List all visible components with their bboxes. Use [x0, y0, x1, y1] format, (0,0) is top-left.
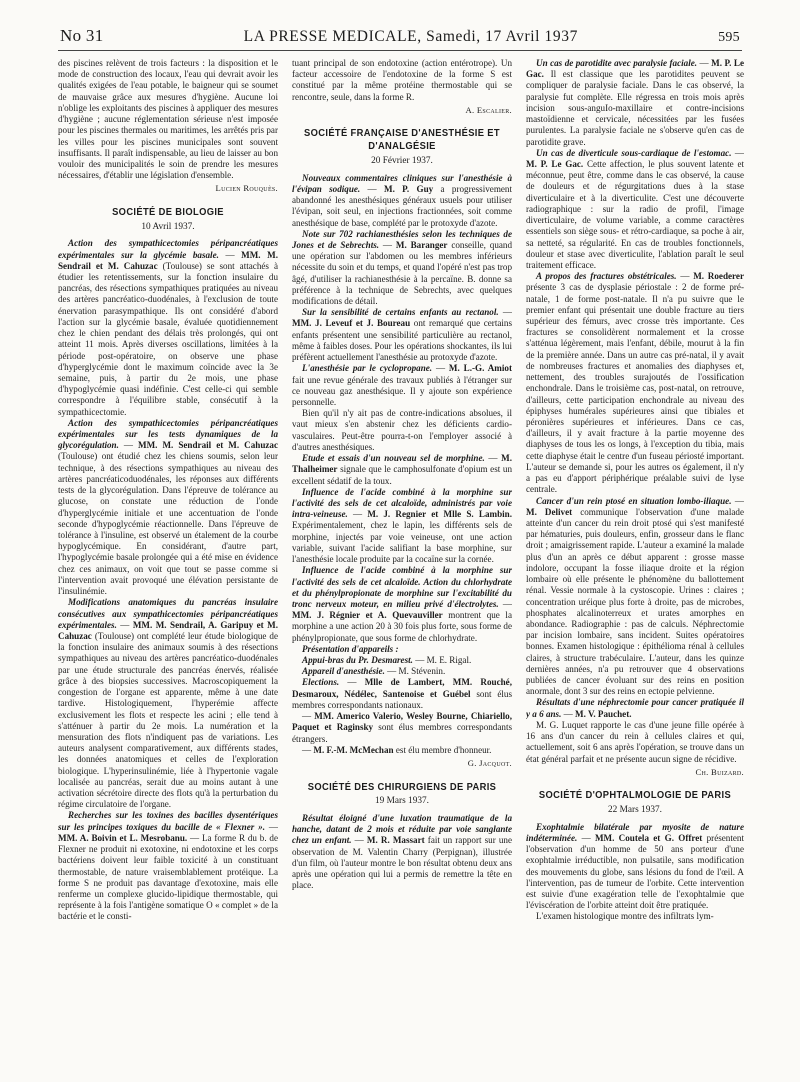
- section-date: 22 Mars 1937.: [608, 805, 662, 816]
- abstract-authors: M. P. Le Gac.: [526, 58, 744, 80]
- abstract-text: ont remarqué que certains enfants présentent une sensibilité particulière au rectanol, même à faibles doses. Pour les opérations shockantes, ils lui préfèrent actuellement l'anesthésie au protoxyde d'azote.: [292, 318, 512, 363]
- presentations-label: Présentation d'appareils :: [302, 643, 399, 654]
- abstract: Influence de l'acide combiné à la morphine sur l'activité des sels de cet alcaloïde, administrés par voie intra-veineuse. — M. J. Regnier et Mlle S. Lambin. Expérimentalement, chez le lapin, les différents sels de morphine, injectés par voie veineuse, ont une action variable, suivant l'acide salifiant la base morphine, sur l'anesthésie locale produite par la cocaïne sur la cornée.: [292, 486, 512, 565]
- elections-text: est élu membre d'honneur.: [395, 744, 492, 755]
- abstract-authors: M. Roederer: [693, 271, 744, 282]
- abstract: Résultat éloigné d'une luxation traumatique de la hanche, datant de 2 mois et réduite par voie sanglante chez un enfant. — M. R. Massart fait un rapport sur une observation de M. Valentin Charry (Perpignan), illustrée d'un film, où l'auteur montre le bon résultat obtenu deux ans après une opération qui lui a permis de remettre la tête en place.: [292, 812, 512, 891]
- header-rule: [58, 50, 742, 51]
- abstract-text: (Toulouse) ont complété leur étude biologique de la fonction insulaire des animaux soumis à des résections sympathiques au niveau des artères pancréatico-duodénales par une étude structurale des pancréas énervés, réalisée grâce à des biopsies successives. Macroscopiquement la congestion de l'organe est apparente, même à une date tardive. Histologiquement, l'hyperémie affecte exclusivement les flots et respecte les acini ; elle tend à s'atténuer à partir du 2e mois. La numération et la mensuration des flots n'indiquent pas de variations. Les auteurs analysent comparativement, aux différents stades, les données anatomiques et celles de l'exploration biologique. L'hyperinsulinémie, liée à l'hypertonie vagale localisée au pancréas, serait due au moins autant à une activation sécrétoire directe des flots qu'à la perturbation du régime circulatoire de l'organe.: [58, 630, 278, 810]
- abstract: Exophtalmie bilatérale par myosite de nature indéterminée. — MM. Coutela et G. Offret présentent l'observation d'un homme de 50 ans porteur d'une exophtalmie irréductible, non pulsatile, sans modification des mouvements du globe, sans lésions du fond de l'œil. A l'intervention, pas de tumeur de l'orbite. Cette intervention est suivie d'une exagération telle de l'exophtalmie que l'éviscération de l'orbite atteint doit être pratiquée.: [526, 821, 744, 911]
- abstract: Un cas de parotidite avec paralysie faciale. — M. P. Le Gac. Il est classique que les parotidites peuvent se compliquer de paralysie faciale. Dans le cas observé, la paralysie fut complète. Elle régressa en trois mois après incision sous-anguIo-maxillaire et contre-incisions mastoïdienne et cervicale, nécessitées par les fusées purulentes. La paralysie faciale ne s'observe qu'en cas de parotidite grave.: [526, 58, 744, 147]
- abstract-text: (Toulouse) ont étudié chez les chiens soumis, selon leur technique, à des résections sympathiques au niveau des artères pancréaticoduodénales, les réponses aux différents tests de la glycorégulation. Dans l'épreuve de tolérance au glucose, on constate une réduction de l'onde d'hyperglycémie initiale et une accentuation de l'onde seconde d'hypoglycémie réactionnelle. Dans l'épreuve de tolérance à l'insuline, est observé un étalement de la courbe hypoglycémique. En considérant, d'autre part, l'hypoglycémie basale prolongée qui a été mise en évidence chez ces animaux, on voit que tout se passe comme si l'intervention avait provoqué une élévation persistante de l'insulinémie.: [58, 451, 278, 597]
- abstract-text: communique l'observation d'une malade atteinte d'un cancer du rein droit ptosé qui s'est manifesté par hématuries, puis douleurs, enfin, grosseur dans le flanc droit ; amaigrissement rapide. L'auteur a examiné la malade plus d'un an après ce début apparent : grosse masse indolore, occupant la fosse iliaque droite et la région lombaire où elle présente le phénomène du ballottement rénal. Vessie normale à la cystoscopie. Urines : claires ; concentration uréique plus forte à droite, pas de microbes, phosphates alcalinoterreux et urates amorphes en abondance. Radiographie : pas de calculs. Néphrectomie par incision lombaire, sans incident. Suites opératoires bonnes. Examen histologique : épithélioma rénal à cellules claires, à structure trabéculaire. L'auteur, dans les quinze dernières années, n'a pu retrouver que 4 observations publiées de cancer évoluant sur des reins en position anormale, dont 3 sur des reins en ectopie pelvienne.: [526, 506, 744, 697]
- author-signature: G. Jacquot.: [467, 758, 512, 769]
- section-date: 19 Mars 1937.: [375, 796, 429, 807]
- elections: Elections. — Mlle de Lambert, MM. Rouché, Desmaroux, Nédélec, Santenoise et Guébel sont élus membres correspondants nationaux.: [292, 677, 512, 710]
- elected-names: MM. Americo Valerio, Wesley Bourne, Chiariello, Paquet et Raginsky: [292, 711, 512, 733]
- abstract-text: présentent l'observation d'un homme de 50 ans porteur d'une exophtalmie irréductible, non pulsatile, sans modification des mouvements du globe, sans lésions du fond de l'œil. A l'intervention, pas de tumeur de l'orbite. Cette intervention est suivie d'une exagération telle de l'exophtalmie que l'éviscération de l'orbite atteint doit être pratiquée.: [526, 832, 744, 911]
- author-signature: Ch. Buizard.: [695, 766, 744, 777]
- abstract-title: Modifications anatomiques du pancréas insulaire consécutives aux sympathicectomies péripancréatiques expérimentales.: [58, 597, 278, 630]
- abstract-authors: MM. Coutela et G. Offret: [594, 832, 703, 843]
- abstract-title: Nouveaux commentaires cliniques sur l'anesthésie à l'évipan sodique.: [292, 172, 512, 194]
- abstract: Modifications anatomiques du pancréas insulaire consécutives aux sympathicectomies péripancréatiques expérimentales. — MM. M. Sendrail, A. Garipuy et M. Cahuzac (Toulouse) ont complété leur étude biologique de la fonction insulaire des animaux soumis à des résections sympathiques au niveau des artères pancréatico-duodénales par une étude structurale des pancréas énervés, réalisée grâce à des biopsies successives. Macroscopiquement la congestion de l'organe est apparente, même à une date tardive. Histologiquement, l'hyperémie affecte exclusivement les flots et respecte les acini ; elle tend à s'atténuer à partir du 2e mois. La numération et la mensuration des flots n'indiquent pas de variations. Les auteurs analysent comparativement, aux différents stades, les données anatomiques et celles de l'exploration biologique. L'hyperinsulinémie, liée à l'hypertonie vagale localisée au pancréas, serait due au moins autant à une activation sécrétoire directe des flots qu'à la perturbation du régime circulatoire de l'organe.: [58, 597, 278, 810]
- abstract: Recherches sur les toxines des bacilles dysentériques sur les principes toxiques du bacille de « Flexner ». — MM. A. Boivin et L. Mesrobanu. — La forme R du b. de Flexner ne produit ni exotoxine, ni endotoxine et les corps bactériens doivent leur faible toxicité à un constituant thermostable, de nature vraisemblablement protéique. La forme S ne produit pas davantage d'exotoxine, mais elle renferme un complexe glucido-lipidique thermostable, qui représente à la fois l'antigène somatique O « complet » de la bactérie et le consti-: [58, 810, 278, 922]
- elected-names: M. F.-M. McMechan: [313, 744, 394, 755]
- abstract-authors: MM. A. Boivin et L. Mesrobanu.: [58, 832, 188, 843]
- abstract: A propos des fractures obstétricales. — M. Roederer présente 3 cas de dysplasie périostale : 2 de forme pré-natale, 1 de forme post-natale. Il n'a pu suivre que le premier enfant qui présentait une double fracture au tiers supérieur des fémurs, avec crosse très importante. Ces fractures se consolidèrent normalement et la crosse s'atténua légèrement, mais l'enfant, débile, mourut à la fin de la première année. Dans un autre cas pré-natal, il y avait de nombreuses fractures et anomalies des diaphyses et, nettement, des troubles surajoutés de l'ossification enchondrale. Dans le troisième cas, post-natal, on retrouve, d'ailleurs, cette participation enchondrale au niveau des épiphyses humérales supérieures ainsi que tibiales et péronières supérieures et inférieures. Dans ce cas, d'ailleurs, il y avait fracture à la partie moyenne des diaphyses de tous les os longs, à l'exception du tibia, mais cette diaphyse était le centre d'un fuseau périosté important. L'auteur se demande si, pour les autres os également, il n'y a pas eu d'apport périphérique préalable suivi de lyse centrale.: [526, 271, 744, 495]
- presentation-item: Appareil d'anesthésie. — M. Stévenin.: [302, 666, 446, 677]
- abstract-title: Influence de l'acide combiné à la morphine sur l'activité des sels de cet alcaloïde. Action du chlorhydrate et du phénylpropionate de morphine sur l'excitabilité du tronc nerveux moteur, en milieu privé d'électrolytes.: [292, 565, 512, 609]
- abstract: Action des sympathicectomies péripancréatiques expérimentales sur les tests dynamiques de la glycorégulation. — MM. M. Sendrail et M. Cahuzac (Toulouse) ont étudié chez les chiens soumis, selon leur technique, à des résections sympathiques au niveau des artères pancréaticoduodénales, les réponses aux différents tests de la glycorégulation. Dans l'épreuve de tolérance au glucose, on constate une réduction de l'onde d'hyperglycémie initiale et une accentuation de l'onde seconde d'hypoglycémie réactionnelle. Dans l'épreuve de tolérance à l'insuline, est observé un étalement de la courbe hypoglycémique. En considérant, d'autre part, l'hypoglycémie basale prolongée qui a été mise en évidence chez ces animaux, on voit que tout se passe comme si l'intervention avait provoqué une élévation persistante de l'insulinémie.: [58, 417, 278, 597]
- abstract-title: Résultats d'une néphrectomie pour cancer pratiquée il y a 6 ans.: [526, 697, 744, 719]
- abstract-text: fait une revue générale des travaux publiés à l'étranger sur ce nouveau gaz anesthésique. Il y ajoute son expérience personnelle.: [292, 374, 512, 408]
- presentation-author: M. Stévenin.: [398, 666, 446, 677]
- abstract-title: Résultat éloigné d'une luxation traumatique de la hanche, datant de 2 mois et réduite par voie sanglante chez un enfant.: [292, 812, 512, 846]
- elections: — MM. Americo Valerio, Wesley Bourne, Chiariello, Paquet et Raginsky sont élus membres correspondants étrangers.: [292, 711, 512, 744]
- elections: — M. F.-M. McMechan est élu membre d'honneur.: [302, 744, 492, 755]
- section-title-anesthesie: SOCIÉTÉ FRANÇAISE D'ANESTHÉSIE ET D'ANALGÉSIE: [304, 128, 500, 153]
- elections-text: sont élus membres correspondants nationaux.: [292, 688, 512, 710]
- section-date: 10 Avril 1937.: [141, 221, 195, 232]
- presentation-title: Appareil d'anesthésie.: [302, 666, 385, 677]
- abstract-text: conseille, quand une opération sur l'abdomen ou les membres inférieurs nécessite du soin et du temps, et quand l'opéré n'est pas trop âgé, d'utiliser la rachianesthésie à la percaïne. B. donne sa préférence à la technique de Sebrechts, avec quelques modifications de détail.: [292, 239, 512, 307]
- abstract: Note sur 702 rachianesthésies selon les techniques de Jones et de Sebrechts. — M. Baranger conseille, quand une opération sur l'abdomen ou les membres inférieurs nécessite du soin et du temps, et quand l'opéré n'est pas trop âgé, d'utiliser la rachianesthésie à la percaïne. B. donne sa préférence à la technique de Sebrechts, avec quelques modifications de détail.: [292, 228, 512, 307]
- abstract-title: Exophtalmie bilatérale par myosite de nature indéterminée.: [526, 821, 744, 843]
- column-middle: [292, 58, 512, 1074]
- abstract-title: L'anesthésie par le cyclopropane.: [302, 363, 433, 374]
- abstract-text: a progressivement abandonné les anesthésiques généraux usuels pour utiliser l'évipan, soit seul, en injections fractionnées, soit comme anesthésique de base, complété par le protoxyde d'azote.: [292, 183, 512, 228]
- abstract-authors: M. Delivet: [526, 506, 573, 517]
- abstract-title: Action des sympathicectomies péripancréatiques expérimentales sur la glycémie basale.: [58, 238, 278, 260]
- abstract-text: La forme R du b. de Flexner ne produit ni exotoxine, ni endotoxine et les corps bactériens doivent leur faible toxicité à un constituant thermostable, de nature vraisemblablement protéique. La forme S ne produit pas davantage d'exotoxine, mais elle renferme un complexe glucido-lipidique thermostable, qui représente à la fois l'antigène somatique O « complet » de la bactérie et le consti-: [58, 832, 278, 922]
- abstract-title: Un cas de diverticule sous-cardiaque de l'estomac.: [536, 147, 732, 158]
- abstract: Un cas de diverticule sous-cardiaque de l'estomac. — M. P. Le Gac. Cette affection, le plus souvent latente et méconnue, peut être, comme dans le cas observé, la cause de douleurs et de régurgitations dues à la stase diverticulaire et à la diverticulite. C'est une découverte radiographique : sur la radio de profil, l'image diverticulaire, de volume variable, a comme caractères essentiels son siège sous- et rétro-cardiaque, sa poche à air, sa netteté, sa régularité. En cas de troubles fonctionnels, douleur et stase avec diverticulite, l'ablation paraît le seul traitement efficace.: [526, 147, 744, 270]
- abstract-authors: M. Thalheimer: [292, 453, 512, 475]
- abstract-title: Recherches sur les toxines des bacilles dysentériques sur les principes toxiques du bacille de « Flexner ».: [58, 810, 278, 832]
- abstract-title: Sur la sensibilité de certains enfants au rectanol.: [302, 307, 499, 318]
- presentation-author: M. E. Rigal.: [426, 655, 472, 666]
- elected-names: Mlle de Lambert, MM. Rouché, Desmaroux, Nédélec, Santenoise et Guébel: [292, 677, 512, 699]
- column-right: [526, 58, 744, 1074]
- column-left: [58, 58, 278, 1074]
- abstract-title: Influence de l'acide combiné à la morphine sur l'activité des sels de cet alcaloïde, administrés par voie intra-veineuse.: [292, 486, 512, 520]
- section-title-chirurgiens: SOCIÉTÉ DES CHIRURGIENS DE PARIS: [307, 781, 497, 793]
- abstract-text: Cette affection, le plus souvent latente et méconnue, peut être, comme dans le cas observé, la cause de douleurs et de régurgitations dues à la stase diverticulaire et à la diverticulite. C'est une découverte radiographique : sur la radio de profil, l'image diverticulaire, de volume variable, a comme caractères essentiels son siège sous- et rétro-cardiaque, sa poche à air, sa netteté, sa régularité. En cas de troubles fonctionnels, douleur et stase avec diverticulite, l'ablation paraît le seul traitement efficace.: [526, 158, 744, 270]
- abstract-text: M. G. Luquet rapporte le cas d'une jeune fille opérée à 16 ans d'un cancer du rein à cellules claires et qui, actuellement, soit 6 ans après l'opération, se trouve dans un état général parfait et ne présente aucun signe de récidive.: [526, 719, 744, 764]
- abstract: Influence de l'acide combiné à la morphine sur l'activité des sels de cet alcaloïde. Action du chlorhydrate et du phénylpropionate de morphine sur l'excitabilité du tronc nerveux moteur, en milieu privé d'électrolytes. — MM. J. Régnier et A. Quevauviller montrent que la morphine a une action 20 à 30 fois plus forte, sous forme de phénylpropionate, que sous forme de chlorhydrate.: [292, 565, 512, 643]
- section-title-biologie: SOCIÉTÉ DE BIOLOGIE: [112, 207, 224, 219]
- abstract: Action des sympathicectomies péripancréatiques expérimentales sur la glycémie basale. — MM. M. Sendrail et M. Cahuzac (Toulouse) se sont attachés à étudier les retentissements, sur la fonction insulaire du pancréas, des résections sympathiques pratiquées au niveau des artères pancréatico-duodénales, à l'exclusion de toute énervation parasympathique. Ils ont considéré d'abord l'action sur la glycémie basale, évaluée quotidiennement chez le chien pendant des délais très prolongés, qui ont atteint 11 mois. Après diverses oscillations, limitées à la période post-opératoire, on observe une phase d'hyperglycémie dont le maximum coïncide avec la 3e semaine, puis, à partir du 2e mois, une phase d'hypoglycémie quasi indéfinie. C'est celle-ci qui semble correspondre à l'équilibre stable, consécutif à la sympathicectomie.: [58, 238, 278, 417]
- article-continuation: tuant principal de son endotoxine (action entérotrope). Un facteur accessoire de l'endotoxine de la forme S est constitué par la même protéine thermostable qui se rencontre, seule, dans la forme R.: [292, 58, 512, 102]
- author-signature: Lucien Rouquès.: [215, 183, 278, 194]
- abstract-text: signale que le camphosulfonate d'opium est un excellent sédatif de la toux.: [292, 464, 512, 486]
- abstract-text: (Toulouse) se sont attachés à étudier les retentissements, sur la fonction insulaire du pancréas, des résections sympathiques pratiquées au niveau des artères pancréatico-duodénales, à l'exclusion de toute énervation parasympathique. Ils ont considéré d'abord l'action sur la glycémie basale, évaluée quotidiennement chez le chien pendant des délais très prolongés, qui ont atteint 11 mois. Après diverses oscillations, limitées à la période post-opératoire, on observe une phase d'hyperglycémie dont le maximum coïncide avec la 3e semaine, puis, à partir du 2e mois, une phase d'hypoglycémie quasi indéfinie. C'est celle-ci qui semble correspondre à l'équilibre stable, consécutif à la sympathicectomie.: [58, 260, 278, 417]
- abstract: Résultats d'une néphrectomie pour cancer pratiquée il y a 6 ans. — M. V. Pauchet.: [526, 697, 744, 719]
- page-header: [60, 26, 740, 48]
- journal-title: LA PRESSE MEDICALE, Samedi, 17 Avril 1937: [243, 28, 578, 45]
- abstract-authors: MM. M. Sendrail et M. Cahuzac: [138, 440, 278, 451]
- abstract-authors: MM. J. Régnier et A. Quevauviller: [292, 610, 443, 621]
- abstract-title: Cancer d'un rein ptosé en situation lombo-iliaque.: [536, 495, 732, 506]
- abstract: Cancer d'un rein ptosé en situation lombo-iliaque. — M. Delivet communique l'observation d'une malade atteinte d'un cancer du rein droit ptosé qui s'est manifesté par hématuries, puis douleurs, enfin, grosseur dans le flanc droit ; amaigrissement rapide. L'auteur a examiné la malade plus d'un an après ce début apparent : grosse masse indolore, occupant la fosse iliaque droite et la région lombaire où elle présente le phénomène du ballottement rénal. Vessie normale à la cystoscopie. Urines : claires ; concentration uréique plus forte à droite, pas de microbes, phosphates alcalinoterreux et urates amorphes en abondance. Radiographie : pas de calculs. Néphrectomie par incision lombaire, sans incident. Suites opératoires bonnes. Examen histologique : épithélioma rénal à cellules claires, à structure trabéculaire. L'auteur, dans les quinze dernières années, n'a pu retrouver que 4 observations publiées de cancer évoluant sur des reins en position anormale, dont 3 sur des reins en ectopie pelvienne.: [526, 495, 744, 697]
- abstract-authors: MM. M. Sendrail et M. Cahuzac: [58, 249, 278, 271]
- abstract-text: Il est classique que les parotidites peuvent se compliquer de paralysie faciale. Dans le cas observé, la paralysie fut complète. Elle régressa en trois mois après incision sous-anguIo-maxillaire et contre-incisions mastoïdienne et cervicale, nécessitées par les fusées purulentes. La paralysie faciale ne s'observe qu'en cas de parotidite grave.: [526, 69, 744, 147]
- abstract-text: Expérimentalement, chez le lapin, les différents sels de morphine, injectés par voie veineuse, ont une action variable, suivant l'acide salifiant la base morphine, sur l'anesthésie locale produite par la cocaïne sur la cornée.: [292, 520, 512, 565]
- author-signature: A. Escalier.: [465, 104, 512, 115]
- abstract-text: présente 3 cas de dysplasie périostale : 2 de forme pré-natale, 1 de forme post-natale. Il n'a pu suivre que le premier enfant qui présentait une double fracture au tiers supérieur des fémurs, avec crosse très importante. Ces fractures se consolidèrent normalement et la crosse s'atténua légèrement, mais l'enfant, débile, mourut à la fin de la première année. Dans un autre cas pré-natal, il y avait de nombreuses fractures et anomalies des diaphyses et, nettement, des troubles surajoutés de l'ossification enchondrale. Dans le troisième cas, post-natal, on retrouve, d'ailleurs, cette participation enchondrale au niveau des épiphyses humérales supérieures ainsi que tibiales et péronières supérieures et inférieures. Dans ce cas, d'ailleurs, il y avait fracture à la partie moyenne des diaphyses de tous les os longs, à l'exception du tibia, mais cette diaphyse était le centre d'un fuseau périosté important. L'auteur se demande si, pour les autres os également, il n'y a pas eu d'apport périphérique préalable suivi de lyse centrale.: [526, 282, 744, 495]
- abstract-text: fait un rapport sur une observation de M. Valentin Charry (Perpignan), illustrée d'un film, où l'auteur montre le bon résultat obtenu deux ans après une opération qui lui a permis de remettre la tête en place.: [292, 835, 512, 891]
- abstract-text: montrent que la morphine a une action 20 à 30 fois plus forte, sous forme de phénylpropionate, que sous forme de chlorhydrate.: [292, 610, 512, 643]
- abstract: Nouveaux commentaires cliniques sur l'anesthésie à l'évipan sodique. — M. P. Guy a progressivement abandonné les anesthésiques généraux usuels pour utiliser l'évipan, soit seul, en injections fractionnées, soit comme anesthésique de base, complété par le protoxyde d'azote.: [292, 172, 512, 228]
- issue-number: No 31: [60, 26, 104, 45]
- abstract-authors: M. P. Le Gac.: [526, 158, 584, 169]
- abstract-authors: M. R. Massart: [366, 835, 425, 846]
- article-end: des piscines relèvent de trois facteurs : la disposition et le mode de construction des locaux, l'eau qui devrait avoir les qualités exigées de l'eau potable, le baigneur qui se soumet de mauvaise grâce aux mesures d'hygiène. Aucune loi n'oblige les exploitants des piscines à appliquer des mesures d'hygiène ; aucune réglementation sérieuse n'est imposée pour les piscines thermales ou maritimes, les arrêtés pris par les villes pour les piscines municipales sont souvent insuffisants. Il paraît indispensable, au lieu de laisser au bon vouloir des municipalités le soin de prendre les mesures nécessaires, d'établir une législation d'ensemble.: [58, 58, 278, 181]
- presentation-title: Appui-bras du Pr. Desmarest.: [302, 655, 413, 666]
- abstract-authors: M. L.-G. Amiot: [448, 363, 512, 374]
- abstract-paragraph: Bien qu'il n'y ait pas de contre-indications absolues, il vaut mieux s'en abstenir chez les déficients cardio-vasculaires. Peut-être pourra-t-on l'employer associé à d'autres anesthésiques.: [292, 408, 512, 452]
- abstract-authors: M. P. Guy: [383, 183, 434, 194]
- abstract: Etude et essais d'un nouveau sel de morphine. — M. Thalheimer signale que le camphosulfonate d'opium est un excellent sédatif de la toux.: [292, 453, 512, 486]
- abstract-authors: M. V. Pauchet.: [575, 708, 632, 719]
- abstract-title: Etude et essais d'un nouveau sel de morphine.: [302, 453, 485, 464]
- section-title-ophtalmologie: SOCIÉTÉ D'OPHTALMOLOGIE DE PARIS: [538, 790, 732, 802]
- abstract-title: A propos des fractures obstétricales.: [536, 271, 677, 282]
- abstract-authors: M. Baranger: [395, 239, 448, 250]
- abstract-title: Note sur 702 rachianesthésies selon les techniques de Jones et de Sebrechts.: [292, 228, 512, 250]
- abstract-paragraph: L'examen histologique montre des infiltrats lym-: [536, 911, 714, 922]
- abstract-title: Un cas de parotidite avec paralysie faciale.: [536, 58, 698, 68]
- abstract-authors: M. J. Regnier et Mlle S. Lambin.: [367, 509, 512, 520]
- abstract: L'anesthésie par le cyclopropane. — M. L.-G. Amiot fait une revue générale des travaux publiés à l'étranger sur ce nouveau gaz anesthésique. Il y ajoute son expérience personnelle.: [292, 363, 512, 408]
- abstract-authors: MM. M. Sendrail, A. Garipuy et M. Cahuzac: [58, 619, 278, 641]
- abstract: Sur la sensibilité de certains enfants au rectanol. — MM. J. Leveuf et J. Boureau ont remarqué que certains enfants présentent une sensibilité particulière au rectanol, même à faibles doses. Pour les opérations shockantes, ils lui préfèrent actuellement l'anesthésie au protoxyde d'azote.: [292, 307, 512, 363]
- page-number: 595: [718, 30, 740, 45]
- presentations-heading: [292, 644, 512, 655]
- presentation-item: Appui-bras du Pr. Desmarest. — M. E. Rigal.: [302, 655, 472, 666]
- elections-label: Elections.: [302, 677, 340, 688]
- abstract-title: Action des sympathicectomies péripancréatiques expérimentales sur les tests dynamiques de la glycorégulation.: [58, 417, 278, 451]
- abstract-authors: MM. J. Leveuf et J. Boureau: [292, 318, 411, 329]
- elections-text: sont élus membres correspondants étrangers.: [292, 722, 512, 744]
- section-date: 20 Février 1937.: [371, 156, 433, 167]
